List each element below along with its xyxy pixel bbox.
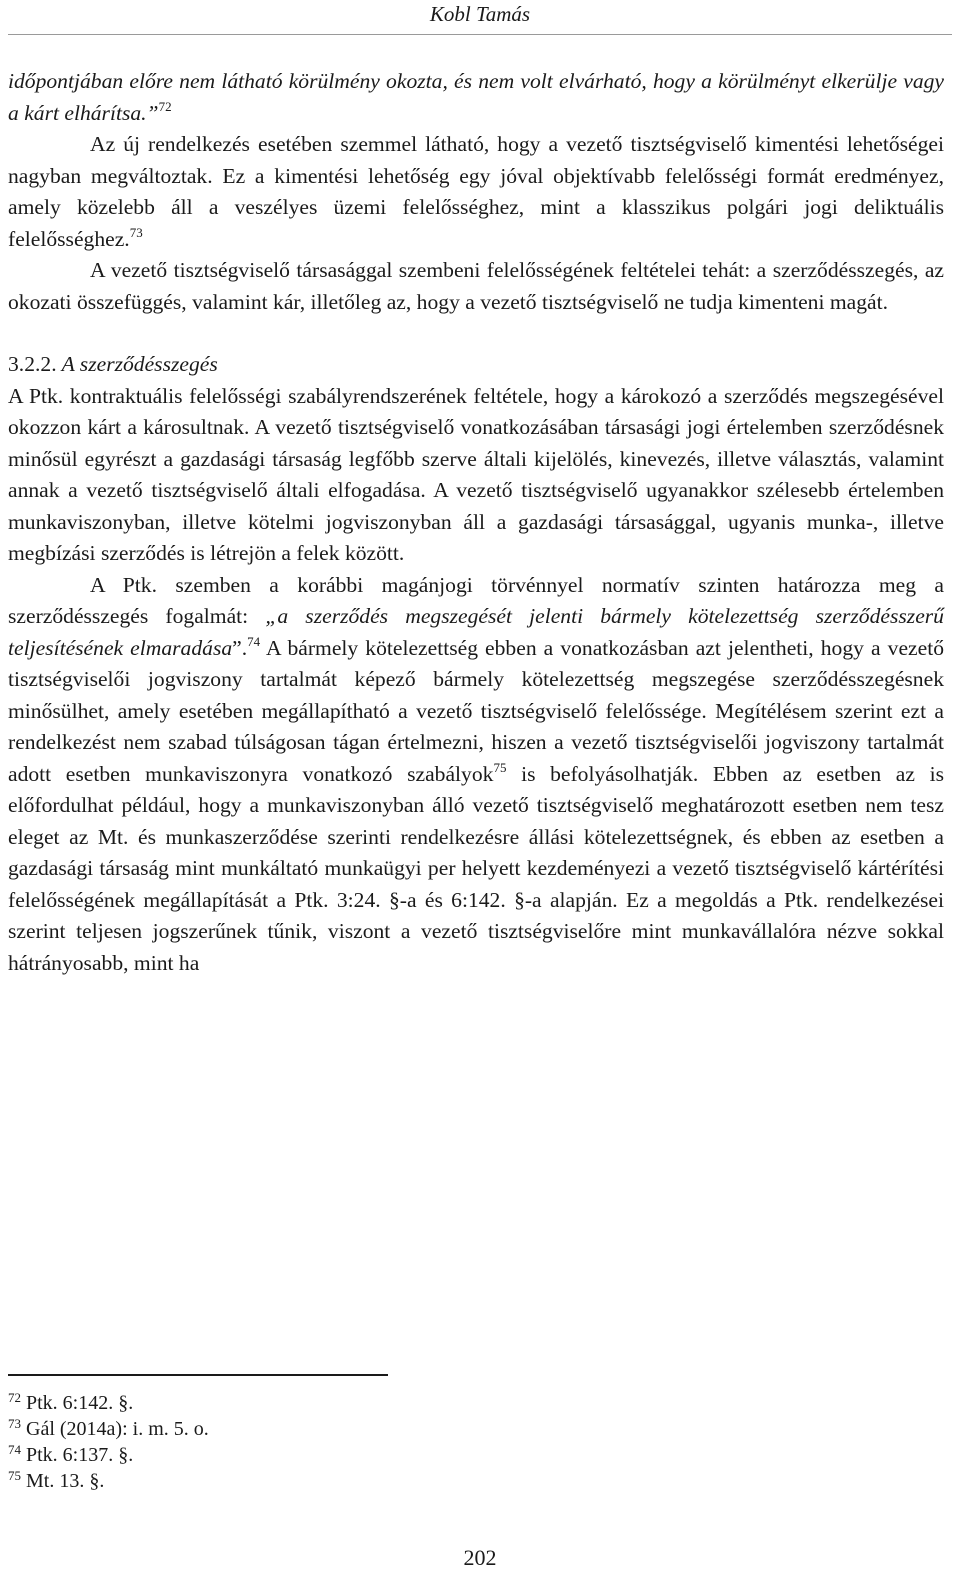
- page-header: [0, 0, 960, 40]
- footnote-ref-74: 74: [247, 633, 261, 649]
- page-number: 202: [463, 1545, 497, 1570]
- footnote-75: $^{75}$ Mt. 13. §.: [8, 1468, 105, 1492]
- main-text: [8, 66, 944, 979]
- header-divider: [8, 34, 952, 35]
- section-title: A szerződésszegés: [61, 352, 218, 376]
- footnote-72: $^{72}$ Ptk. 6:142. §.: [8, 1390, 134, 1414]
- paragraph-szerzodes: A Ptk. kontraktuális felelősségi szabályrendszerének feltétele, hogy a károkozó a szerződés megszegésével okozzon kárt a károsultnak. A vezető tisztségviselő vonatkozásában társasági jogi értelemben szerződésnek minősül egyrészt a gazdasági társaság legfőbb szerve általi kijelölés, kinevezés, illetve választás, valamint annak a vezető tisztségviselő általi elfogadása. A vezető tisztségviselő ugyanakkor szélesebb értelemben munkaviszonyban, illetve kötelmi jogviszonyban áll a gazdasági társasággal, ugyanis munka-, illetve megbízási szerződés is létrejön a felek között.: [8, 383, 944, 565]
- statutory-quote: „a szerződés megszegését jelenti bármely kötelezettség szerződésszerű teljesítésének elmaradása: [8, 604, 944, 660]
- running-header-author: Kobl Tamás: [429, 2, 531, 26]
- paragraph-fogalom: A Ptk. szemben a korábbi magánjogi törvénnyel normatív szinten határozza meg a szerződésszegés fogalmát: „a szerződés megszegését jelenti bármely kötelezettség szerződésszerű teljesítésének elmaradása”.$^{74}$ A bármely kötelezettség ebben a vonatkozásban azt jelentheti, hogy a vezető tisztségviselői jogviszony tartalmát képező bármely kötelezettség megszegése szerződésszegésnek minősülhet, amely esetében megállapítható a vezető tisztségviselő felelőssége. Megítélésem szerint ezt a rendelkezést nem szabad túlságosan tágan értelmezni, hiszen a vezető tisztségviselői jogviszony tartalmát adott esetben munkaviszonyra vonatkozó szabályok$^{75}$ is befolyásolhatják. Ebben az esetben az is előfordulhat például, hogy a munkaviszonyban álló vezető tisztségviselő meghatározott esetben nem tesz eleget az Mt. és munkaszerződése szerinti rendelkezésre állási kötelezettségnek, és ebben az esetben a gazdasági társaság mint munkáltató munkaügyi per helyett kezdeményezi a vezető tisztségviselő kártérítési felelősségének megállapítását a Ptk. 3:24. §-a és 6:142. §-a alapján. Ez a megoldás a Ptk. rendelkezései szerint teljesen jogszerűnek tűnik, viszont a vezető tisztségviselőre mint munkavállalóra nézve sokkal hátrányosabb, mint ha: [8, 572, 944, 975]
- footnote-ref-75: 75: [493, 759, 507, 775]
- paragraph-feltetelek: A vezető tisztségviselő társasággal szembeni felelősségének feltételei tehát: a szerződésszegés, az okozati összefüggés, valamint kár, illetőleg az, hogy a vezető tisztségviselő ne tudja kimenteni magát.: [8, 258, 944, 314]
- section-heading: [8, 349, 944, 381]
- footnote-separator: [8, 1374, 388, 1376]
- footnote-ref-72: 72: [158, 98, 172, 114]
- paragraph-kimentes: Az új rendelkezés esetében szemmel látható, hogy a vezető tisztségviselő kimentési lehetőségei nagyban megváltoztak. Ez a kimentési lehetőség egy jóval objektívabb felelősségi formát eredményez, amely közelebb áll a veszélyes üzemi felelősséghez, mint a klasszikus polgári jogi deliktuális felelősséghez.$^{73}$: [8, 132, 944, 251]
- footnote-ref-73: 73: [129, 224, 143, 240]
- footnote-73: $^{73}$ Gál (2014a): i. m. 5. o.: [8, 1416, 209, 1440]
- footnotes: [8, 1390, 608, 1494]
- paragraph-continued: [8, 66, 944, 129]
- section-number: 3.2.2.: [8, 352, 57, 376]
- footnote-74: $^{74}$ Ptk. 6:137. §.: [8, 1442, 134, 1466]
- quote-continued: időpontjában előre nem látható körülmény okozta, és nem volt elvárható, hogy a körülményt elkerülje vagy a kárt elhárítsa.”: [8, 69, 944, 125]
